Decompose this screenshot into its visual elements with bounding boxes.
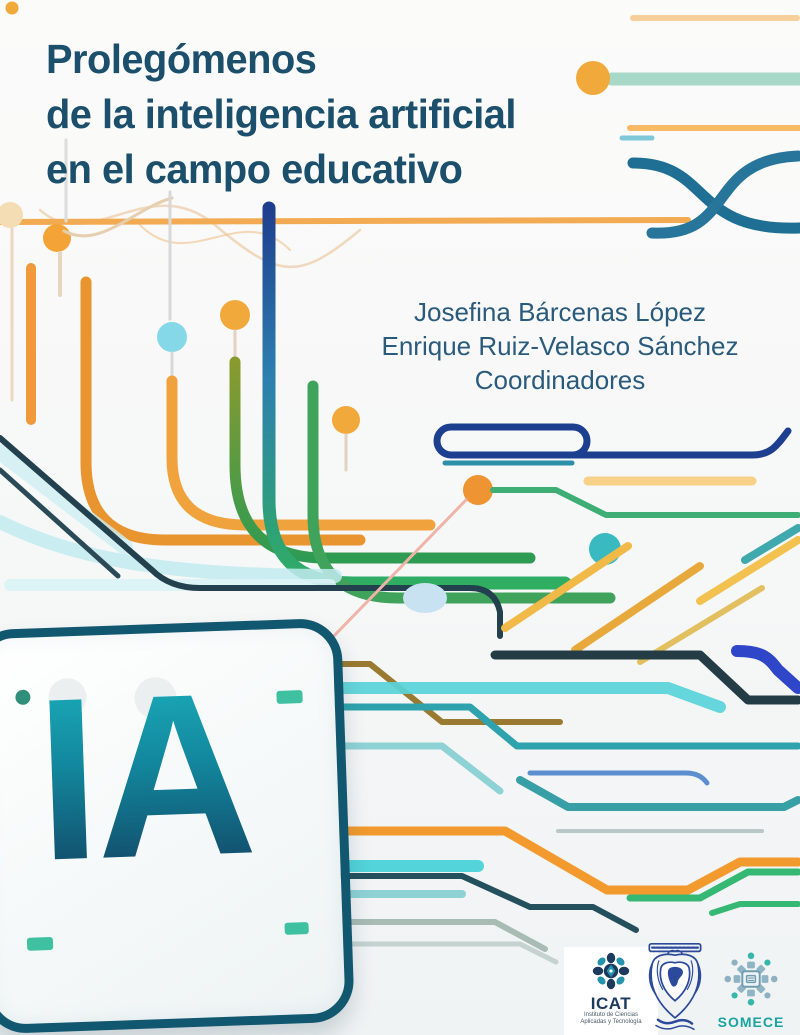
node-dot-icon xyxy=(463,475,493,505)
node-dot-icon xyxy=(403,583,447,613)
somece-logo xyxy=(708,950,794,1030)
ia-badge-card xyxy=(0,618,355,1035)
author-name-1: Josefina Bárcenas López xyxy=(414,297,706,327)
book-title-line-2: de la inteligencia artificial xyxy=(46,91,516,137)
somece-gear-icon xyxy=(722,950,780,1008)
publisher-logos xyxy=(560,938,800,1035)
icat-subtitle-2: Aplicadas y Tecnología xyxy=(580,1019,642,1025)
chip-pad-icon xyxy=(276,690,302,704)
book-title-line-3: en el campo educativo xyxy=(46,146,463,192)
author-name-2: Enrique Ruiz-Velasco Sánchez xyxy=(381,331,739,361)
somece-name: SOMECE xyxy=(717,1014,785,1030)
unam-crest-icon xyxy=(646,940,704,1035)
node-dot-icon xyxy=(332,406,360,434)
node-dot-icon xyxy=(157,322,187,352)
led-dot-icon xyxy=(15,690,31,706)
icat-name: ICAT xyxy=(590,994,632,1013)
icat-logo xyxy=(564,947,658,1035)
authors-block xyxy=(340,295,780,397)
icat-rosette-icon xyxy=(591,951,631,991)
coordinators-label: Coordinadores xyxy=(474,365,646,395)
chip-pad-icon xyxy=(27,937,53,951)
node-dot-icon xyxy=(43,224,71,252)
book-title xyxy=(46,32,686,197)
node-dot-icon xyxy=(6,2,19,15)
chip-pad-icon xyxy=(284,922,308,935)
icat-subtitle-1: Instituto de Ciencias xyxy=(583,1012,639,1018)
ia-badge-text: IA xyxy=(32,644,256,910)
node-dot-icon xyxy=(220,300,250,330)
book-title-line-1: Prolegómenos xyxy=(46,36,317,82)
